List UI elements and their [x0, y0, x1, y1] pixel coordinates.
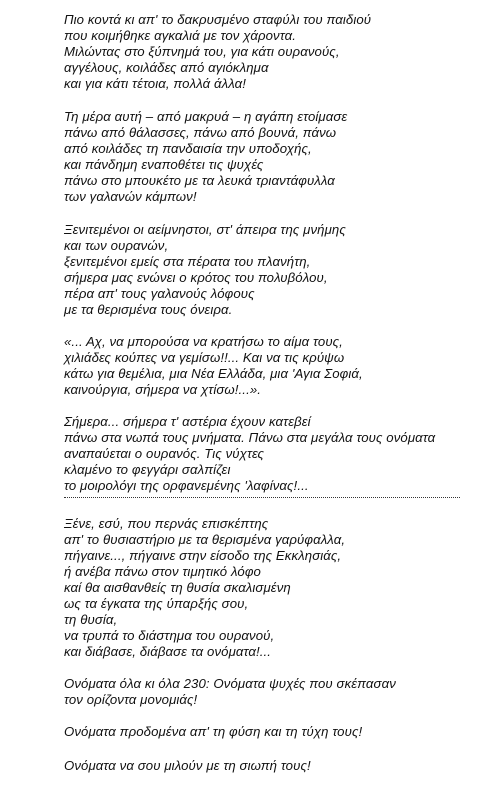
poem-line: από κοιλάδες τη πανδαισία την υποδοχής, [64, 141, 312, 156]
poem-line: απ' το θυσιαστήριο με τα θερισμένα γαρύφαλλα, [64, 532, 346, 547]
poem-line: Ονόματα να σου μιλούν με τη σιωπή τους! [64, 758, 311, 773]
poem-line: Μιλώντας στο ξύπνημά του, για κάτι ουρανούς, [64, 44, 340, 59]
poem-line: Τη μέρα αυτή – από μακρυά – η αγάπη ετοίμασε [64, 109, 348, 124]
poem-line: κάτω για θεμέλια, μια Νέα Ελλάδα, μια 'Αγια Σοφιά, [64, 366, 363, 381]
dotted-separator [64, 497, 460, 498]
poem-line: χιλιάδες κούπες να γεμίσω!!... Και να τις κρύψω [64, 350, 345, 365]
poem-line: Ονόματα όλα κι όλα 230: Ονόματα ψυχές που σκέπασαν [64, 676, 396, 691]
poem-line: των γαλανών κάμπων! [64, 189, 197, 204]
poem-line: και για κάτι τέτοια, πολλά άλλα! [64, 76, 246, 91]
poem-line: ή ανέβα πάνω στον τιμητικό λόφο [64, 564, 261, 579]
poem-line: με τα θερισμένα τους όνειρα. [64, 302, 233, 317]
poem-line: σήμερα μας ενώνει ο κρότος του πολυβόλου, [64, 270, 328, 285]
poem-line: πάνω στο μπουκέτο με τα λευκά τριαντάφυλλα [64, 173, 335, 188]
poem-line: ως τα έγκατα της ύπαρξής σου, [64, 596, 249, 611]
poem-line: Σήμερα... σήμερα τ' αστέρια έχουν κατεβεί [64, 414, 311, 429]
poem-line: αναπαύεται ο ουρανός. Τις νύχτες [64, 446, 265, 461]
poem-line: τη θυσία, [64, 612, 118, 627]
poem-line: πήγαινε..., πήγαινε στην είσοδο της Εκκλησιάς, [64, 548, 342, 563]
poem-line: τον ορίζοντα μονομιάς! [64, 692, 198, 707]
poem-line: το μοιρολόγι της ορφανεμένης 'λαφίνας!... [64, 478, 309, 493]
poem-line: και πάνδημη εναποθέτει τις ψυχές [64, 157, 264, 172]
poem-line: πάνω στα νωπά τους μνήματα. Πάνω στα μεγάλα τους ονόματα [64, 430, 436, 445]
poem-line: που κοιμήθηκε αγκαλιά με τον χάροντα. [64, 28, 296, 43]
poem-line: καί θα αισθανθείς τη θυσία σκαλισμένη [64, 580, 291, 595]
poem-line: ξενιτεμένοι εμείς στα πέρατα του πλανήτη, [64, 254, 311, 269]
poem-line: αγγέλους, κοιλάδες από αγιόκλημα [64, 60, 269, 75]
poem-line: Ξένε, εσύ, που περνάς επισκέπτης [64, 516, 269, 531]
poem-line: Πιο κοντά κι απ' το δακρυσμένο σταφύλι του παιδιού [64, 12, 372, 27]
poem-line: να τρυπά το διάστημα του ουρανού, [64, 628, 275, 643]
poem-line: Ξενιτεμένοι οι αείμνηστοι, στ' άπειρα της μνήμης [64, 222, 346, 237]
poem-line: καινούργια, σήμερα να χτίσω!...». [64, 382, 262, 397]
poem-line: και διάβασε, διάβασε τα ονόματα!... [64, 644, 272, 659]
poem-line: Ονόματα προδομένα απ' τη φύση και τη τύχη τους! [64, 724, 363, 739]
poem-line: κλαμένο το φεγγάρι σαλπίζει [64, 462, 231, 477]
poem-line: «... Αχ, να μπορούσα να κρατήσω το αίμα τους, [64, 334, 343, 349]
poem-line: πέρα απ' τους γαλανούς λόφους [64, 286, 255, 301]
poem-line: και των ουρανών, [64, 238, 169, 253]
poem-line: πάνω από θάλασσες, πάνω από βουνά, πάνω [64, 125, 337, 140]
